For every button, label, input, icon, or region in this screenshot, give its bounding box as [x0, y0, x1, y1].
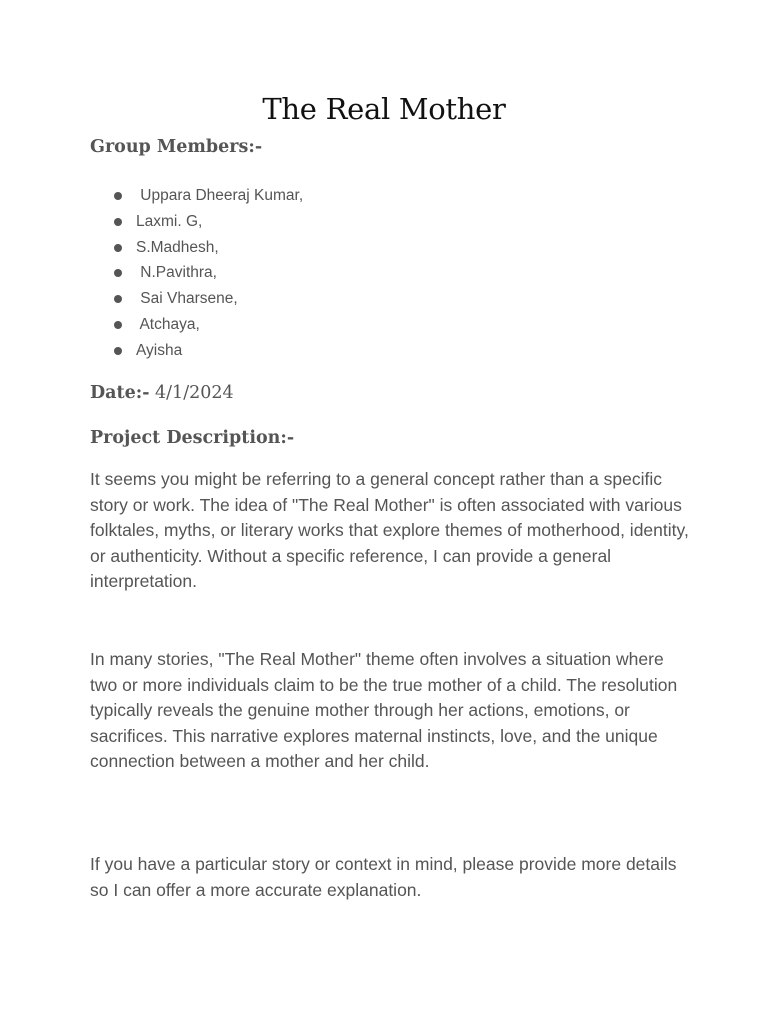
bullet-icon: [114, 295, 122, 303]
project-description-heading: Project Description:-: [90, 428, 295, 448]
list-item: [108, 209, 303, 235]
bullet-icon: [114, 321, 122, 329]
list-item: [108, 312, 303, 338]
description-paragraph-1: It seems you might be referring to a general concept rather than a specific story or work. The idea of "The Real Mother" is often associated with various folktales, myths, or literary works that explore themes of motherhood, identity, or authenticity. Without a specific reference, I can provide a general interpretation.: [90, 469, 689, 592]
member-name: Ayisha: [136, 341, 183, 359]
date-row: [90, 383, 234, 403]
bullet-icon: [114, 218, 122, 226]
group-members-list: [108, 183, 303, 364]
bullet-icon: [114, 244, 122, 252]
bullet-icon: [114, 192, 122, 200]
description-paragraph-2: In many stories, "The Real Mother" theme often involves a situation where two or more individuals claim to be the true mother of a child. The resolution typically reveals the genuine mother through her actions, emotions, or sacrifices. This narrative explores maternal instincts, love, and the unique connection between a mother and her child.: [90, 649, 678, 772]
list-item: [108, 183, 303, 209]
document-title: The Real Mother: [262, 92, 506, 126]
member-name: Laxmi. G,: [136, 212, 203, 230]
list-item: [108, 286, 303, 312]
member-name: N.Pavithra,: [136, 264, 217, 282]
date-value: 4/1/2024: [149, 383, 234, 403]
date-label: Date:-: [90, 383, 150, 403]
bullet-icon: [114, 347, 122, 355]
list-item: [108, 260, 303, 286]
member-name: Sai Vharsene,: [136, 290, 238, 308]
member-name: Uppara Dheeraj Kumar,: [136, 187, 304, 204]
group-members-heading: Group Members:-: [90, 137, 263, 157]
bullet-icon: [114, 269, 122, 277]
list-item: [108, 338, 303, 364]
member-name: S.Madhesh,: [136, 238, 219, 256]
member-name: Atchaya,: [136, 315, 200, 333]
list-item: [108, 235, 303, 261]
description-paragraph-3: If you have a particular story or context in mind, please provide more details so I can offer a more accurate explanation.: [90, 854, 677, 900]
